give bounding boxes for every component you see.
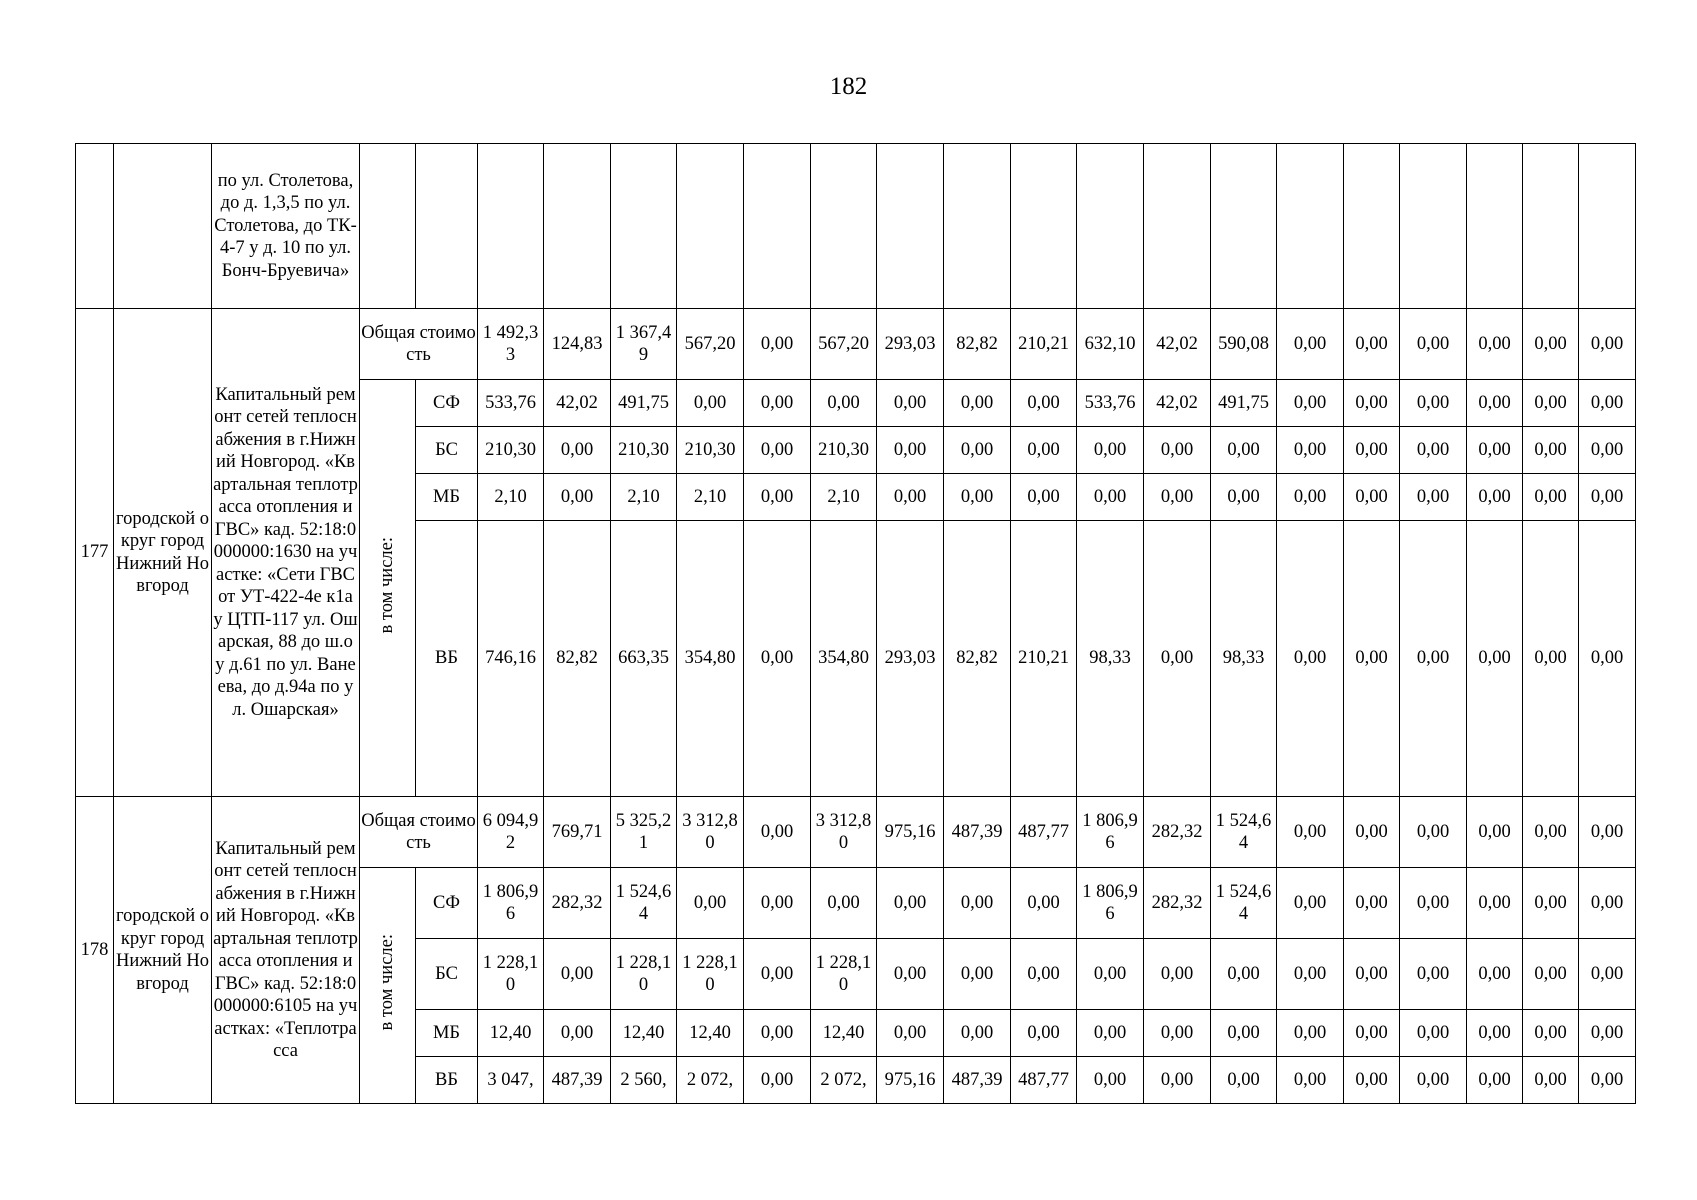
value-cell: 0,00 bbox=[1400, 1010, 1467, 1057]
value-cell: 0,00 bbox=[1400, 427, 1467, 474]
value-cell: 0,00 bbox=[944, 1010, 1011, 1057]
empty-cell bbox=[1579, 144, 1636, 309]
value-cell: 2 560, bbox=[611, 1057, 677, 1104]
row-number-cell: 178 bbox=[76, 797, 114, 1104]
value-cell: 0,00 bbox=[1579, 474, 1636, 521]
value-cell: 0,00 bbox=[1467, 309, 1523, 380]
value-cell: 0,00 bbox=[677, 868, 744, 939]
value-cell: 1 228,10 bbox=[478, 939, 544, 1010]
value-cell: 293,03 bbox=[877, 309, 944, 380]
value-cell: 0,00 bbox=[1344, 797, 1400, 868]
value-cell: 0,00 bbox=[1277, 309, 1344, 380]
value-cell: 0,00 bbox=[944, 939, 1011, 1010]
value-cell: 0,00 bbox=[1400, 380, 1467, 427]
funding-source-code: БС bbox=[416, 427, 478, 474]
funding-source-code: ВБ bbox=[416, 1057, 478, 1104]
value-cell: 0,00 bbox=[744, 797, 811, 868]
value-cell: 0,00 bbox=[1467, 380, 1523, 427]
value-cell: 98,33 bbox=[1077, 521, 1144, 797]
district-cell bbox=[114, 144, 212, 309]
value-cell: 0,00 bbox=[1579, 521, 1636, 797]
value-cell: 533,76 bbox=[1077, 380, 1144, 427]
district-cell: городской округ город Нижний Новгород bbox=[114, 797, 212, 1104]
value-cell: 2,10 bbox=[677, 474, 744, 521]
value-cell: 632,10 bbox=[1077, 309, 1144, 380]
district-cell: городской округ город Нижний Новгород bbox=[114, 309, 212, 797]
empty-cell bbox=[611, 144, 677, 309]
value-cell: 0,00 bbox=[1344, 380, 1400, 427]
value-cell: 42,02 bbox=[1144, 380, 1211, 427]
value-cell: 0,00 bbox=[1400, 797, 1467, 868]
value-cell: 567,20 bbox=[677, 309, 744, 380]
value-cell: 5 325,21 bbox=[611, 797, 677, 868]
value-cell: 210,30 bbox=[811, 427, 877, 474]
value-cell: 82,82 bbox=[544, 521, 611, 797]
empty-cell bbox=[1467, 144, 1523, 309]
value-cell: 210,30 bbox=[611, 427, 677, 474]
value-cell: 0,00 bbox=[811, 868, 877, 939]
value-cell: 0,00 bbox=[1523, 797, 1579, 868]
value-cell: 0,00 bbox=[744, 474, 811, 521]
value-cell: 567,20 bbox=[811, 309, 877, 380]
value-cell: 0,00 bbox=[1144, 521, 1211, 797]
value-cell: 0,00 bbox=[1467, 868, 1523, 939]
including-label-cell bbox=[360, 380, 416, 797]
value-cell: 0,00 bbox=[1523, 427, 1579, 474]
value-cell: 0,00 bbox=[1344, 309, 1400, 380]
value-cell: 210,21 bbox=[1011, 309, 1077, 380]
value-cell: 1 806,96 bbox=[478, 868, 544, 939]
empty-cell bbox=[1400, 144, 1467, 309]
value-cell: 0,00 bbox=[1467, 1057, 1523, 1104]
empty-cell bbox=[1211, 144, 1277, 309]
page-number: 182 bbox=[829, 73, 868, 100]
value-cell: 0,00 bbox=[1467, 939, 1523, 1010]
value-cell: 0,00 bbox=[1579, 380, 1636, 427]
value-cell: 0,00 bbox=[1077, 427, 1144, 474]
value-cell: 0,00 bbox=[1011, 427, 1077, 474]
empty-cell bbox=[677, 144, 744, 309]
value-cell: 0,00 bbox=[811, 380, 877, 427]
value-cell: 0,00 bbox=[1523, 868, 1579, 939]
value-cell: 82,82 bbox=[944, 309, 1011, 380]
value-cell: 0,00 bbox=[1211, 1057, 1277, 1104]
value-cell: 0,00 bbox=[1277, 1010, 1344, 1057]
value-cell: 487,39 bbox=[944, 797, 1011, 868]
value-cell: 0,00 bbox=[1579, 868, 1636, 939]
value-cell: 3 047, bbox=[478, 1057, 544, 1104]
value-cell: 124,83 bbox=[544, 309, 611, 380]
empty-cell bbox=[1144, 144, 1211, 309]
value-cell: 0,00 bbox=[1400, 474, 1467, 521]
value-cell: 282,32 bbox=[1144, 797, 1211, 868]
value-cell: 1 524,64 bbox=[1211, 797, 1277, 868]
funding-source-code: СФ bbox=[416, 380, 478, 427]
value-cell: 0,00 bbox=[877, 427, 944, 474]
empty-cell bbox=[360, 144, 416, 309]
value-cell: 0,00 bbox=[877, 939, 944, 1010]
value-cell: 2 072, bbox=[677, 1057, 744, 1104]
value-cell: 2,10 bbox=[478, 474, 544, 521]
object-description: Капитальный ремонт сетей теплоснабжения в г.Нижний Новгород. «Квартальная теплотрасса отопления и ГВС» кад. 52:18:0000000:1630 на участке: «Сети ГВС от УТ-422-4е к1а у ЦТП-117 ул. Ошарская, 88 до ш.о у д.61 по ул. Ванеева, до д.94а по ул. Ошарская» bbox=[212, 309, 360, 797]
budget-table bbox=[75, 143, 1636, 1104]
value-cell: 663,35 bbox=[611, 521, 677, 797]
value-cell: 0,00 bbox=[1400, 1057, 1467, 1104]
value-cell: 0,00 bbox=[1400, 939, 1467, 1010]
value-cell: 487,39 bbox=[544, 1057, 611, 1104]
value-cell: 0,00 bbox=[1523, 1057, 1579, 1104]
value-cell: 0,00 bbox=[877, 1010, 944, 1057]
value-cell: 0,00 bbox=[744, 380, 811, 427]
value-cell: 0,00 bbox=[1579, 939, 1636, 1010]
value-cell: 0,00 bbox=[1523, 939, 1579, 1010]
value-cell: 6 094,92 bbox=[478, 797, 544, 868]
value-cell: 0,00 bbox=[1077, 1010, 1144, 1057]
funding-source-code: МБ bbox=[416, 474, 478, 521]
object-description: Капитальный ремонт сетей теплоснабжения в г.Нижний Новгород. «Квартальная теплотрасса отопления и ГВС» кад. 52:18:0000000:6105 на участках: «Теплотрасса bbox=[212, 797, 360, 1104]
value-cell: 491,75 bbox=[611, 380, 677, 427]
value-cell: 1 806,96 bbox=[1077, 868, 1144, 939]
value-cell: 3 312,80 bbox=[677, 797, 744, 868]
value-cell: 0,00 bbox=[744, 939, 811, 1010]
value-cell: 3 312,80 bbox=[811, 797, 877, 868]
table-body bbox=[76, 144, 1636, 1104]
value-cell: 0,00 bbox=[944, 427, 1011, 474]
table-row-total bbox=[76, 797, 1636, 868]
value-cell: 0,00 bbox=[1077, 1057, 1144, 1104]
value-cell: 0,00 bbox=[1011, 380, 1077, 427]
funding-source-code: МБ bbox=[416, 1010, 478, 1057]
row-number-cell: 177 bbox=[76, 309, 114, 797]
value-cell: 0,00 bbox=[1011, 868, 1077, 939]
value-cell: 0,00 bbox=[1144, 427, 1211, 474]
value-cell: 533,76 bbox=[478, 380, 544, 427]
funding-source-code: БС bbox=[416, 939, 478, 1010]
value-cell: 0,00 bbox=[1211, 427, 1277, 474]
value-cell: 0,00 bbox=[1144, 474, 1211, 521]
value-cell: 0,00 bbox=[1277, 474, 1344, 521]
value-cell: 0,00 bbox=[744, 427, 811, 474]
value-cell: 590,08 bbox=[1211, 309, 1277, 380]
value-cell: 0,00 bbox=[544, 1010, 611, 1057]
value-cell: 0,00 bbox=[1579, 1010, 1636, 1057]
value-cell: 12,40 bbox=[677, 1010, 744, 1057]
value-cell: 0,00 bbox=[1467, 797, 1523, 868]
empty-cell bbox=[811, 144, 877, 309]
table-row-total bbox=[76, 309, 1636, 380]
value-cell: 0,00 bbox=[1400, 868, 1467, 939]
empty-cell bbox=[1523, 144, 1579, 309]
value-cell: 0,00 bbox=[1579, 797, 1636, 868]
value-cell: 1 492,33 bbox=[478, 309, 544, 380]
empty-cell bbox=[877, 144, 944, 309]
value-cell: 0,00 bbox=[1011, 474, 1077, 521]
value-cell: 282,32 bbox=[544, 868, 611, 939]
empty-cell bbox=[1011, 144, 1077, 309]
empty-cell bbox=[1344, 144, 1400, 309]
value-cell: 0,00 bbox=[1344, 1057, 1400, 1104]
value-cell: 0,00 bbox=[1523, 1010, 1579, 1057]
value-cell: 0,00 bbox=[1579, 427, 1636, 474]
value-cell: 42,02 bbox=[1144, 309, 1211, 380]
value-cell: 0,00 bbox=[1344, 474, 1400, 521]
value-cell: 354,80 bbox=[677, 521, 744, 797]
value-cell: 0,00 bbox=[1277, 797, 1344, 868]
value-cell: 210,21 bbox=[1011, 521, 1077, 797]
table-row-continuation bbox=[76, 144, 1636, 309]
value-cell: 0,00 bbox=[1011, 1010, 1077, 1057]
value-cell: 0,00 bbox=[744, 309, 811, 380]
value-cell: 746,16 bbox=[478, 521, 544, 797]
value-cell: 0,00 bbox=[1467, 1010, 1523, 1057]
value-cell: 0,00 bbox=[1400, 521, 1467, 797]
total-cost-label: Общая стоимость bbox=[360, 797, 478, 868]
value-cell: 0,00 bbox=[1400, 309, 1467, 380]
value-cell: 0,00 bbox=[1467, 521, 1523, 797]
value-cell: 354,80 bbox=[811, 521, 877, 797]
value-cell: 12,40 bbox=[811, 1010, 877, 1057]
value-cell: 1 228,10 bbox=[677, 939, 744, 1010]
empty-cell bbox=[1077, 144, 1144, 309]
value-cell: 0,00 bbox=[744, 1057, 811, 1104]
empty-cell bbox=[1277, 144, 1344, 309]
value-cell: 491,75 bbox=[1211, 380, 1277, 427]
value-cell: 0,00 bbox=[877, 380, 944, 427]
value-cell: 1 228,10 bbox=[811, 939, 877, 1010]
value-cell: 487,39 bbox=[944, 1057, 1011, 1104]
value-cell: 98,33 bbox=[1211, 521, 1277, 797]
value-cell: 1 228,10 bbox=[611, 939, 677, 1010]
value-cell: 0,00 bbox=[1144, 1057, 1211, 1104]
row-number-cell bbox=[76, 144, 114, 309]
value-cell: 0,00 bbox=[1277, 521, 1344, 797]
value-cell: 1 367,49 bbox=[611, 309, 677, 380]
value-cell: 1 806,96 bbox=[1077, 797, 1144, 868]
value-cell: 1 524,64 bbox=[611, 868, 677, 939]
value-cell: 0,00 bbox=[1277, 868, 1344, 939]
total-cost-label: Общая стоимость bbox=[360, 309, 478, 380]
value-cell: 0,00 bbox=[1579, 1057, 1636, 1104]
value-cell: 12,40 bbox=[478, 1010, 544, 1057]
value-cell: 0,00 bbox=[1277, 427, 1344, 474]
funding-source-code: ВБ bbox=[416, 521, 478, 797]
value-cell: 210,30 bbox=[677, 427, 744, 474]
value-cell: 0,00 bbox=[1211, 939, 1277, 1010]
value-cell: 975,16 bbox=[877, 797, 944, 868]
value-cell: 0,00 bbox=[1579, 309, 1636, 380]
empty-cell bbox=[744, 144, 811, 309]
value-cell: 0,00 bbox=[544, 939, 611, 1010]
value-cell: 293,03 bbox=[877, 521, 944, 797]
value-cell: 0,00 bbox=[744, 521, 811, 797]
value-cell: 0,00 bbox=[1523, 521, 1579, 797]
value-cell: 0,00 bbox=[1211, 474, 1277, 521]
value-cell: 487,77 bbox=[1011, 1057, 1077, 1104]
object-description: по ул. Столетова, до д. 1,3,5 по ул. Столетова, до ТК-4-7 у д. 10 по ул. Бонч-Бруевича» bbox=[212, 144, 360, 309]
value-cell: 975,16 bbox=[877, 1057, 944, 1104]
value-cell: 0,00 bbox=[1344, 868, 1400, 939]
value-cell: 0,00 bbox=[1077, 474, 1144, 521]
value-cell: 0,00 bbox=[677, 380, 744, 427]
value-cell: 0,00 bbox=[877, 868, 944, 939]
value-cell: 0,00 bbox=[744, 868, 811, 939]
value-cell: 282,32 bbox=[1144, 868, 1211, 939]
value-cell: 0,00 bbox=[544, 474, 611, 521]
value-cell: 0,00 bbox=[1144, 1010, 1211, 1057]
value-cell: 0,00 bbox=[1277, 1057, 1344, 1104]
value-cell: 0,00 bbox=[1277, 939, 1344, 1010]
value-cell: 0,00 bbox=[1344, 521, 1400, 797]
value-cell: 0,00 bbox=[1344, 1010, 1400, 1057]
value-cell: 0,00 bbox=[1344, 939, 1400, 1010]
value-cell: 0,00 bbox=[1344, 427, 1400, 474]
including-label: в том числе: bbox=[377, 536, 398, 633]
value-cell: 82,82 bbox=[944, 521, 1011, 797]
value-cell: 0,00 bbox=[1523, 474, 1579, 521]
value-cell: 2 072, bbox=[811, 1057, 877, 1104]
value-cell: 769,71 bbox=[544, 797, 611, 868]
value-cell: 1 524,64 bbox=[1211, 868, 1277, 939]
value-cell: 0,00 bbox=[944, 868, 1011, 939]
value-cell: 0,00 bbox=[1523, 309, 1579, 380]
value-cell: 0,00 bbox=[944, 474, 1011, 521]
value-cell: 0,00 bbox=[1523, 380, 1579, 427]
value-cell: 0,00 bbox=[1211, 1010, 1277, 1057]
value-cell: 0,00 bbox=[1011, 939, 1077, 1010]
empty-cell bbox=[544, 144, 611, 309]
including-label-cell bbox=[360, 868, 416, 1104]
including-label: в том числе: bbox=[377, 934, 398, 1031]
value-cell: 210,30 bbox=[478, 427, 544, 474]
funding-source-code: СФ bbox=[416, 868, 478, 939]
value-cell: 12,40 bbox=[611, 1010, 677, 1057]
empty-cell bbox=[416, 144, 478, 309]
value-cell: 0,00 bbox=[1144, 939, 1211, 1010]
value-cell: 0,00 bbox=[877, 474, 944, 521]
value-cell: 0,00 bbox=[1077, 939, 1144, 1010]
value-cell: 0,00 bbox=[744, 1010, 811, 1057]
value-cell: 0,00 bbox=[944, 380, 1011, 427]
empty-cell bbox=[944, 144, 1011, 309]
value-cell: 0,00 bbox=[1277, 380, 1344, 427]
value-cell: 42,02 bbox=[544, 380, 611, 427]
value-cell: 0,00 bbox=[1467, 474, 1523, 521]
value-cell: 0,00 bbox=[544, 427, 611, 474]
value-cell: 0,00 bbox=[1467, 427, 1523, 474]
value-cell: 487,77 bbox=[1011, 797, 1077, 868]
value-cell: 2,10 bbox=[611, 474, 677, 521]
value-cell: 2,10 bbox=[811, 474, 877, 521]
empty-cell bbox=[478, 144, 544, 309]
